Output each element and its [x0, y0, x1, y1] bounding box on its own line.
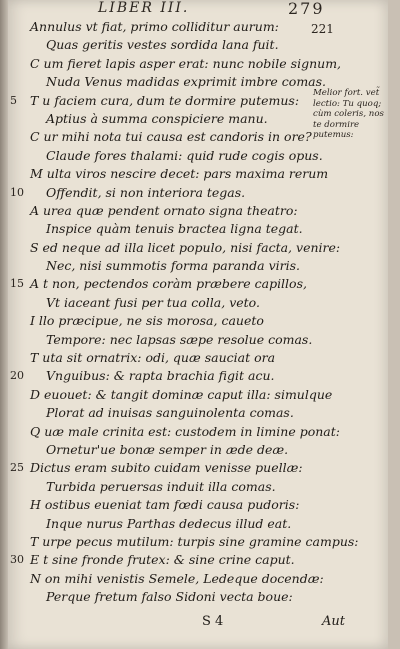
- verse-line: [8, 459, 308, 477]
- verse-line-text: Inspice quàm tenuis bractea ligna tegat.: [46, 221, 303, 237]
- catchword: Aut: [322, 614, 345, 629]
- verse-line-text: Nuda Venus madidas exprimit imbre comas.: [46, 74, 327, 90]
- verse-line: [8, 110, 308, 128]
- verse-line: [8, 73, 327, 91]
- verse-line: [8, 496, 308, 514]
- page-footer: [8, 614, 388, 634]
- verse-line-text: T urpe pecus mutilum: turpis sine gramine campus:: [30, 533, 359, 549]
- verse-line: [8, 184, 308, 202]
- line-number: 5: [10, 93, 17, 107]
- verse-line: [8, 515, 308, 533]
- signature-number: 221: [311, 22, 334, 36]
- verse-line: [8, 533, 359, 551]
- running-title: LIBER III.: [98, 0, 190, 16]
- verse-line: [8, 202, 308, 220]
- verse-line-text: Vt iaceant fusi per tua colla, veto.: [46, 294, 260, 310]
- verse-line-text: Perque fretum falso Sidoni vecta boue:: [46, 589, 293, 605]
- verse-line: [8, 588, 308, 606]
- verse-line: [8, 294, 308, 312]
- verse-line-text: H ostibus eueniat tam fœdi causa pudoris:: [30, 497, 300, 513]
- verse-line-text: Claude fores thalami: quid rude cogis opus.: [46, 147, 323, 163]
- verse-line-text: C ur mihi nota tui causa est candoris in ore?: [30, 129, 312, 145]
- verse-line-text: Inque nurus Parthas dedecus illud eat.: [46, 515, 292, 531]
- verse-line-text: T u faciem cura, dum te dormire putemus:: [30, 92, 300, 108]
- verse-line-text: T uta sit ornatrix: odi, quæ sauciat ora: [30, 350, 276, 366]
- verse-line-text: Tempore: nec lapsas sæpe resolue comas.: [46, 331, 313, 347]
- signature-mark: S 4: [202, 614, 224, 629]
- page-number: 279: [288, 0, 325, 18]
- verse-line-text: Aptius à summa conspiciere manu.: [46, 110, 268, 126]
- running-head: [68, 0, 368, 18]
- verse-line: [8, 570, 324, 588]
- book-page: [8, 0, 388, 649]
- verse-line-text: Annulus vt fiat, primo colliditur aurum:: [30, 19, 279, 34]
- verse-line: [8, 220, 308, 238]
- line-number: 25: [10, 461, 24, 475]
- verse-line: [8, 36, 308, 54]
- verse-line: [8, 551, 308, 569]
- book-gutter: [0, 0, 8, 649]
- line-number: 10: [10, 185, 24, 199]
- verse-line: [8, 312, 308, 330]
- verse-line: [8, 367, 308, 385]
- verse-line: [8, 275, 308, 293]
- margin-note: Melior fort. vet̃ lectio: Tu quoq; cùm coleris, nos te dormire putemus:: [313, 88, 384, 140]
- verse-line-text: M ulta viros nescire decet: pars maxima rerum: [30, 166, 329, 182]
- verse-line-text: I llo præcipue, ne sis morosa, caueto: [30, 313, 264, 329]
- verse-line: [8, 349, 308, 367]
- verse-line: [8, 441, 308, 459]
- verse-line: [8, 331, 313, 349]
- verse-line-text: A t non, pectendos coràm præbere capillos,: [30, 276, 307, 292]
- verse-line: [8, 147, 323, 165]
- verse-line-text: Plorat ad inuisas sanguinolenta comas.: [46, 405, 294, 421]
- verse-line-text: N on mihi venistis Semele, Ledeque docendæ:: [30, 570, 324, 586]
- verse-line-text: S ed neque ad illa licet populo, nisi facta, venire:: [30, 239, 341, 255]
- verse-line: [8, 404, 308, 422]
- line-number: 15: [10, 277, 24, 291]
- verse-line: [8, 92, 308, 110]
- verse-line: [8, 18, 308, 36]
- verse-line-text: Q uæ male crinita est: custodem in limine ponat:: [30, 423, 340, 439]
- verse-line: [8, 423, 340, 441]
- verse-line: [8, 478, 308, 496]
- verse-line-text: C um fieret lapis asper erat: nunc nobile signum,: [30, 55, 342, 71]
- verse-line-text: Turbida peruersas induit illa comas.: [46, 478, 276, 494]
- verse-line: [8, 128, 312, 146]
- verse-line: [8, 55, 342, 73]
- verse-line: [8, 239, 341, 257]
- verse-line: [8, 165, 329, 183]
- verse-line-text: A urea quæ pendent ornato signa theatro:: [30, 202, 298, 218]
- verse-line: [8, 386, 333, 404]
- verse-line-text: Dictus eram subito cuidam venisse puellæ:: [30, 460, 303, 476]
- verse-line-text: D euouet: & tangit dominæ caput illa: simulque: [30, 386, 333, 402]
- verse-line-text: E t sine fronde frutex: & sine crine caput.: [30, 552, 295, 568]
- verse-line: [8, 257, 308, 275]
- verse-line-text: Quas geritis vestes sordida lana fuit.: [46, 37, 279, 53]
- line-number: 20: [10, 369, 24, 383]
- verse-line-text: Vnguibus: & rapta brachia figit acu.: [46, 368, 275, 384]
- verse-line-text: Ornetur'ue bonæ semper in æde deæ.: [46, 441, 289, 457]
- line-number: 30: [10, 553, 24, 567]
- verse-line-text: Offendit, si non interiora tegas.: [46, 184, 246, 200]
- verse-line-text: Nec, nisi summotis forma paranda viris.: [46, 258, 301, 274]
